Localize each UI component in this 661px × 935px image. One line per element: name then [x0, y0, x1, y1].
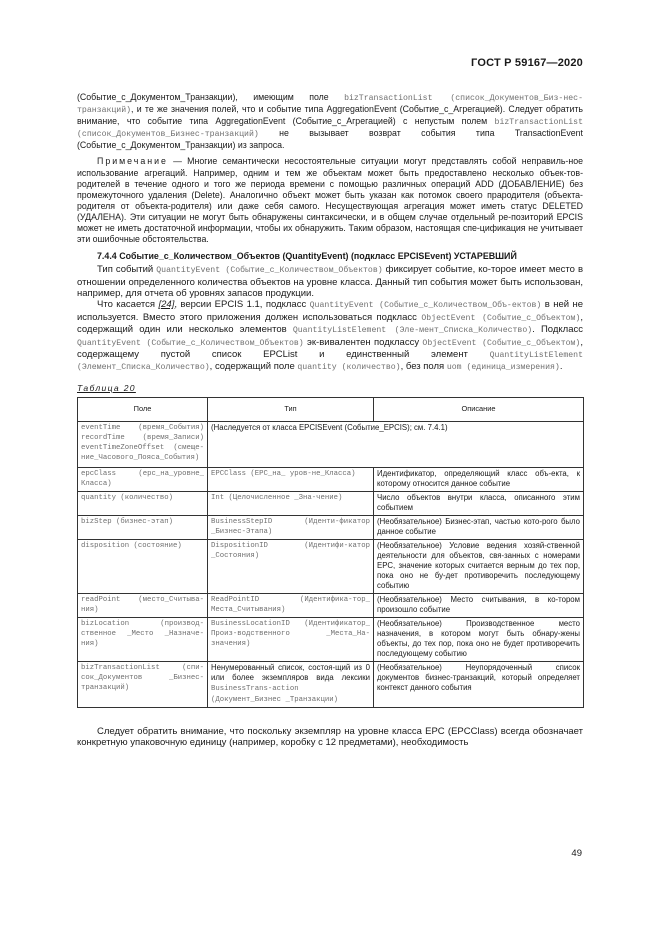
text-run: , содержащий поле — [209, 361, 298, 373]
table-row — [78, 539, 584, 593]
table-row — [78, 617, 584, 661]
code-run: bizTransactionList (список_Документов_Биз-нес-транзакций) — [77, 94, 583, 116]
cell-description: (Необязательное) Бизнес-этап, частью кото-рого было данное событие — [374, 515, 584, 539]
cell-field: disposition (состояние) — [78, 539, 208, 593]
column-header-type: Тип — [208, 397, 374, 421]
code-run: uom (единица_измерения) — [446, 363, 560, 373]
note-paragraph — [77, 156, 583, 245]
cell-type: BusinessStepID (Иденти-фикатор _Бизнес-Этапа) — [208, 515, 374, 539]
cell-description: Число объектов внутри класса, описанного этим событием — [374, 491, 584, 515]
table-header-row — [78, 397, 584, 421]
text-run: , содержащий один или несколько элементов — [77, 311, 583, 336]
cell-type — [208, 661, 374, 707]
code-run: QuantityEvent (Событие_с_Количеством_Объектов) — [156, 266, 383, 276]
cell-type: BusinessLocationID (Идентификатор_ Произ-водственного _Места_На-значения) — [208, 617, 374, 661]
code-run: QuantityListElement (Эле-мент_Списка_Количество) — [292, 326, 533, 336]
text-run: эк-вивалентен подклассу — [303, 336, 423, 348]
text-run: Что касается — [97, 299, 159, 311]
table-row — [78, 491, 584, 515]
cell-field: epcClass (epc_на_уровне_ Класса) — [78, 467, 208, 491]
code-run: QuantityEvent (Событие_с_Количеством_Объектов) — [77, 338, 304, 348]
section-heading: 7.4.4 Событие_с_Количеством_Объектов (QuantityEvent) (подкласс EPCISEvent) УСТАРЕВШИЙ — [97, 251, 517, 262]
table-row — [78, 467, 584, 491]
code-run: BusinessTrans-action (Документ_Бизнес _Транзакции) — [211, 684, 338, 704]
text-run: в ней не используется. Вместо этого приложения должен использоваться подкласс — [77, 299, 583, 323]
text-run: , без поля — [400, 361, 447, 373]
cell-field: bizTransactionList (спи-сок_Документов _Бизнес-транзакций) — [78, 661, 208, 707]
text-run: , содержащему пустой список EPCList и единственный элемент — [77, 336, 583, 361]
cell-type-merged: (Наследуется от класса EPCISEvent (Событие_EPCIS); см. 7.4.1) — [208, 421, 584, 467]
code-run: bizTransactionList (список_Документов_Бизнес-транзакций) — [77, 118, 583, 140]
document-header: ГОСТ Р 59167—2020 — [471, 57, 583, 69]
page-number: 49 — [571, 848, 582, 859]
paragraph-epcis-version — [77, 299, 583, 373]
cell-type: EPCClass (EPC_на_ уров-не_Класса) — [208, 467, 374, 491]
text-run: Тип событий — [97, 264, 157, 276]
paragraph-intro — [77, 92, 583, 151]
cell-type: Int (Целочисленное _Зна-чение) — [208, 491, 374, 515]
table-caption: Таблица 20 — [77, 382, 136, 393]
note-label: Примечание — [97, 156, 168, 167]
cell-field: bizStep (бизнес-этап) — [78, 515, 208, 539]
text-run: . Подкласс — [532, 324, 583, 336]
column-header-description: Описание — [374, 397, 584, 421]
code-run: QuantityListElement (Элемент_Списка_Количество) — [77, 351, 583, 373]
table-row — [78, 421, 584, 467]
code-run: ObjectEvent (Событие_с_Объектом) — [422, 338, 581, 348]
cell-field: readPoint (место_Считыва-ния) — [78, 593, 208, 617]
cell-description: (Необязательное) Условие ведения хозяй-ственной деятельности для объектов, свя-занных с номерами EPC, значение которых считается верным до тех пор, пока оно не бу-дет противоречить последующему событию — [374, 539, 584, 593]
code-run: QuantityEvent (Событие_с_Количеством_Объ-ектов) — [309, 301, 542, 311]
cell-type: DispositionID (Идентифи-катор _Состояния) — [208, 539, 374, 593]
code-run: ObjectEvent (Событие_с_Объектом) — [421, 313, 581, 323]
cell-description: Идентификатор, определяющий класс объ-екта, к которому относится данное событие — [374, 467, 584, 491]
paragraph-tail: Следует обратить внимание, что поскольку экземпляр на уровне класса EPC (EPCClass) всегда обозначает конкретную упаковочную единицу (например, коробку с 12 предметами), необходимость — [77, 725, 583, 749]
table-row — [78, 593, 584, 617]
cell-field: quantity (количество) — [78, 491, 208, 515]
fields-table — [77, 397, 584, 708]
text-run: не вызывает возврат события типа TransactionEvent (Событие_с_Документом_Транзакции) из запроса. — [77, 128, 583, 151]
text-run: фиксирует событие, ко-торое имеет место в отношении определенного количества объектов на уровне класса. Данный тип события может быть использован, например, для отчета об уровнях запасов продукции. — [77, 264, 583, 300]
text-run: Ненумерованный список, состоя-щий из 0 или более экземпляров вида лексики — [211, 662, 370, 682]
text-run: (Событие_с_Документом_Транзакции), имеющим поле — [77, 92, 345, 102]
text-run: . — [559, 361, 563, 373]
reference-link: [24] — [158, 299, 175, 311]
table-row — [78, 515, 584, 539]
cell-description: (Необязательное) Место считывания, в ко-тором произошло событие — [374, 593, 584, 617]
cell-description: (Необязательное) Неупорядоченный список документов бизнес-транзакций, который определяет контекст данного события — [374, 661, 584, 707]
code-run: quantity (количество) — [297, 363, 401, 373]
text-run: , версии EPCIS 1.1, подкласс — [174, 299, 310, 311]
cell-description: (Необязательное) Производственное место назначения, в котором могут быть обнару-жены объекты, до тех пор, пока оно не будет противоречить последующему событию — [374, 617, 584, 661]
table-row — [78, 661, 584, 707]
cell-field: bizLocation (производ-ственное _Место _Назначе-ния) — [78, 617, 208, 661]
note-text: — Многие семантически несостоятельные ситуации могут представлять собой неправиль-ное использование агрегаций. Например, одним и тем же объектам может быть предоставлено несколько объек-тов-родителей в течение одного и того же периода времени с помощью различных операций ADD (ДОБАВЛЕНИЕ) без промежуточного удаления (Delete). Аналогично объект может быть указан как потомок своего прародителя (объекта-родителя от объекта-родителя) или даже себя самого. Несуществующая агрегация может иметь статус DELETED (УДАЛЕНА). Эти ситуации не могут быть обнаружены синтаксически, и в общем случае отдельный ре-позиторий EPCIS может не иметь достаточной информации, чтобы их обнаружить. Таким образом, настоящая спе-цификация не учитывает эти ошибочные обстоятельства. — [77, 156, 583, 245]
cell-type: ReadPointID (Идентифика-тор_ Места_Считывания) — [208, 593, 374, 617]
page-content — [77, 92, 583, 749]
cell-field: eventTime (время_События) recordTime (время_Записи) eventTimeZoneOffset (смеще-ние_Часового_Пояса_События) — [78, 421, 208, 467]
text-run: , и те же значения полей, что и событие типа AggregationEvent (Событие_с_Агрегацией). Следует обратить внимание, что событие типа AggregationEvent (Событие_с_Агрегацией) с непустым полем — [77, 104, 583, 127]
paragraph-quantityevent — [77, 264, 583, 299]
column-header-field: Поле — [78, 397, 208, 421]
